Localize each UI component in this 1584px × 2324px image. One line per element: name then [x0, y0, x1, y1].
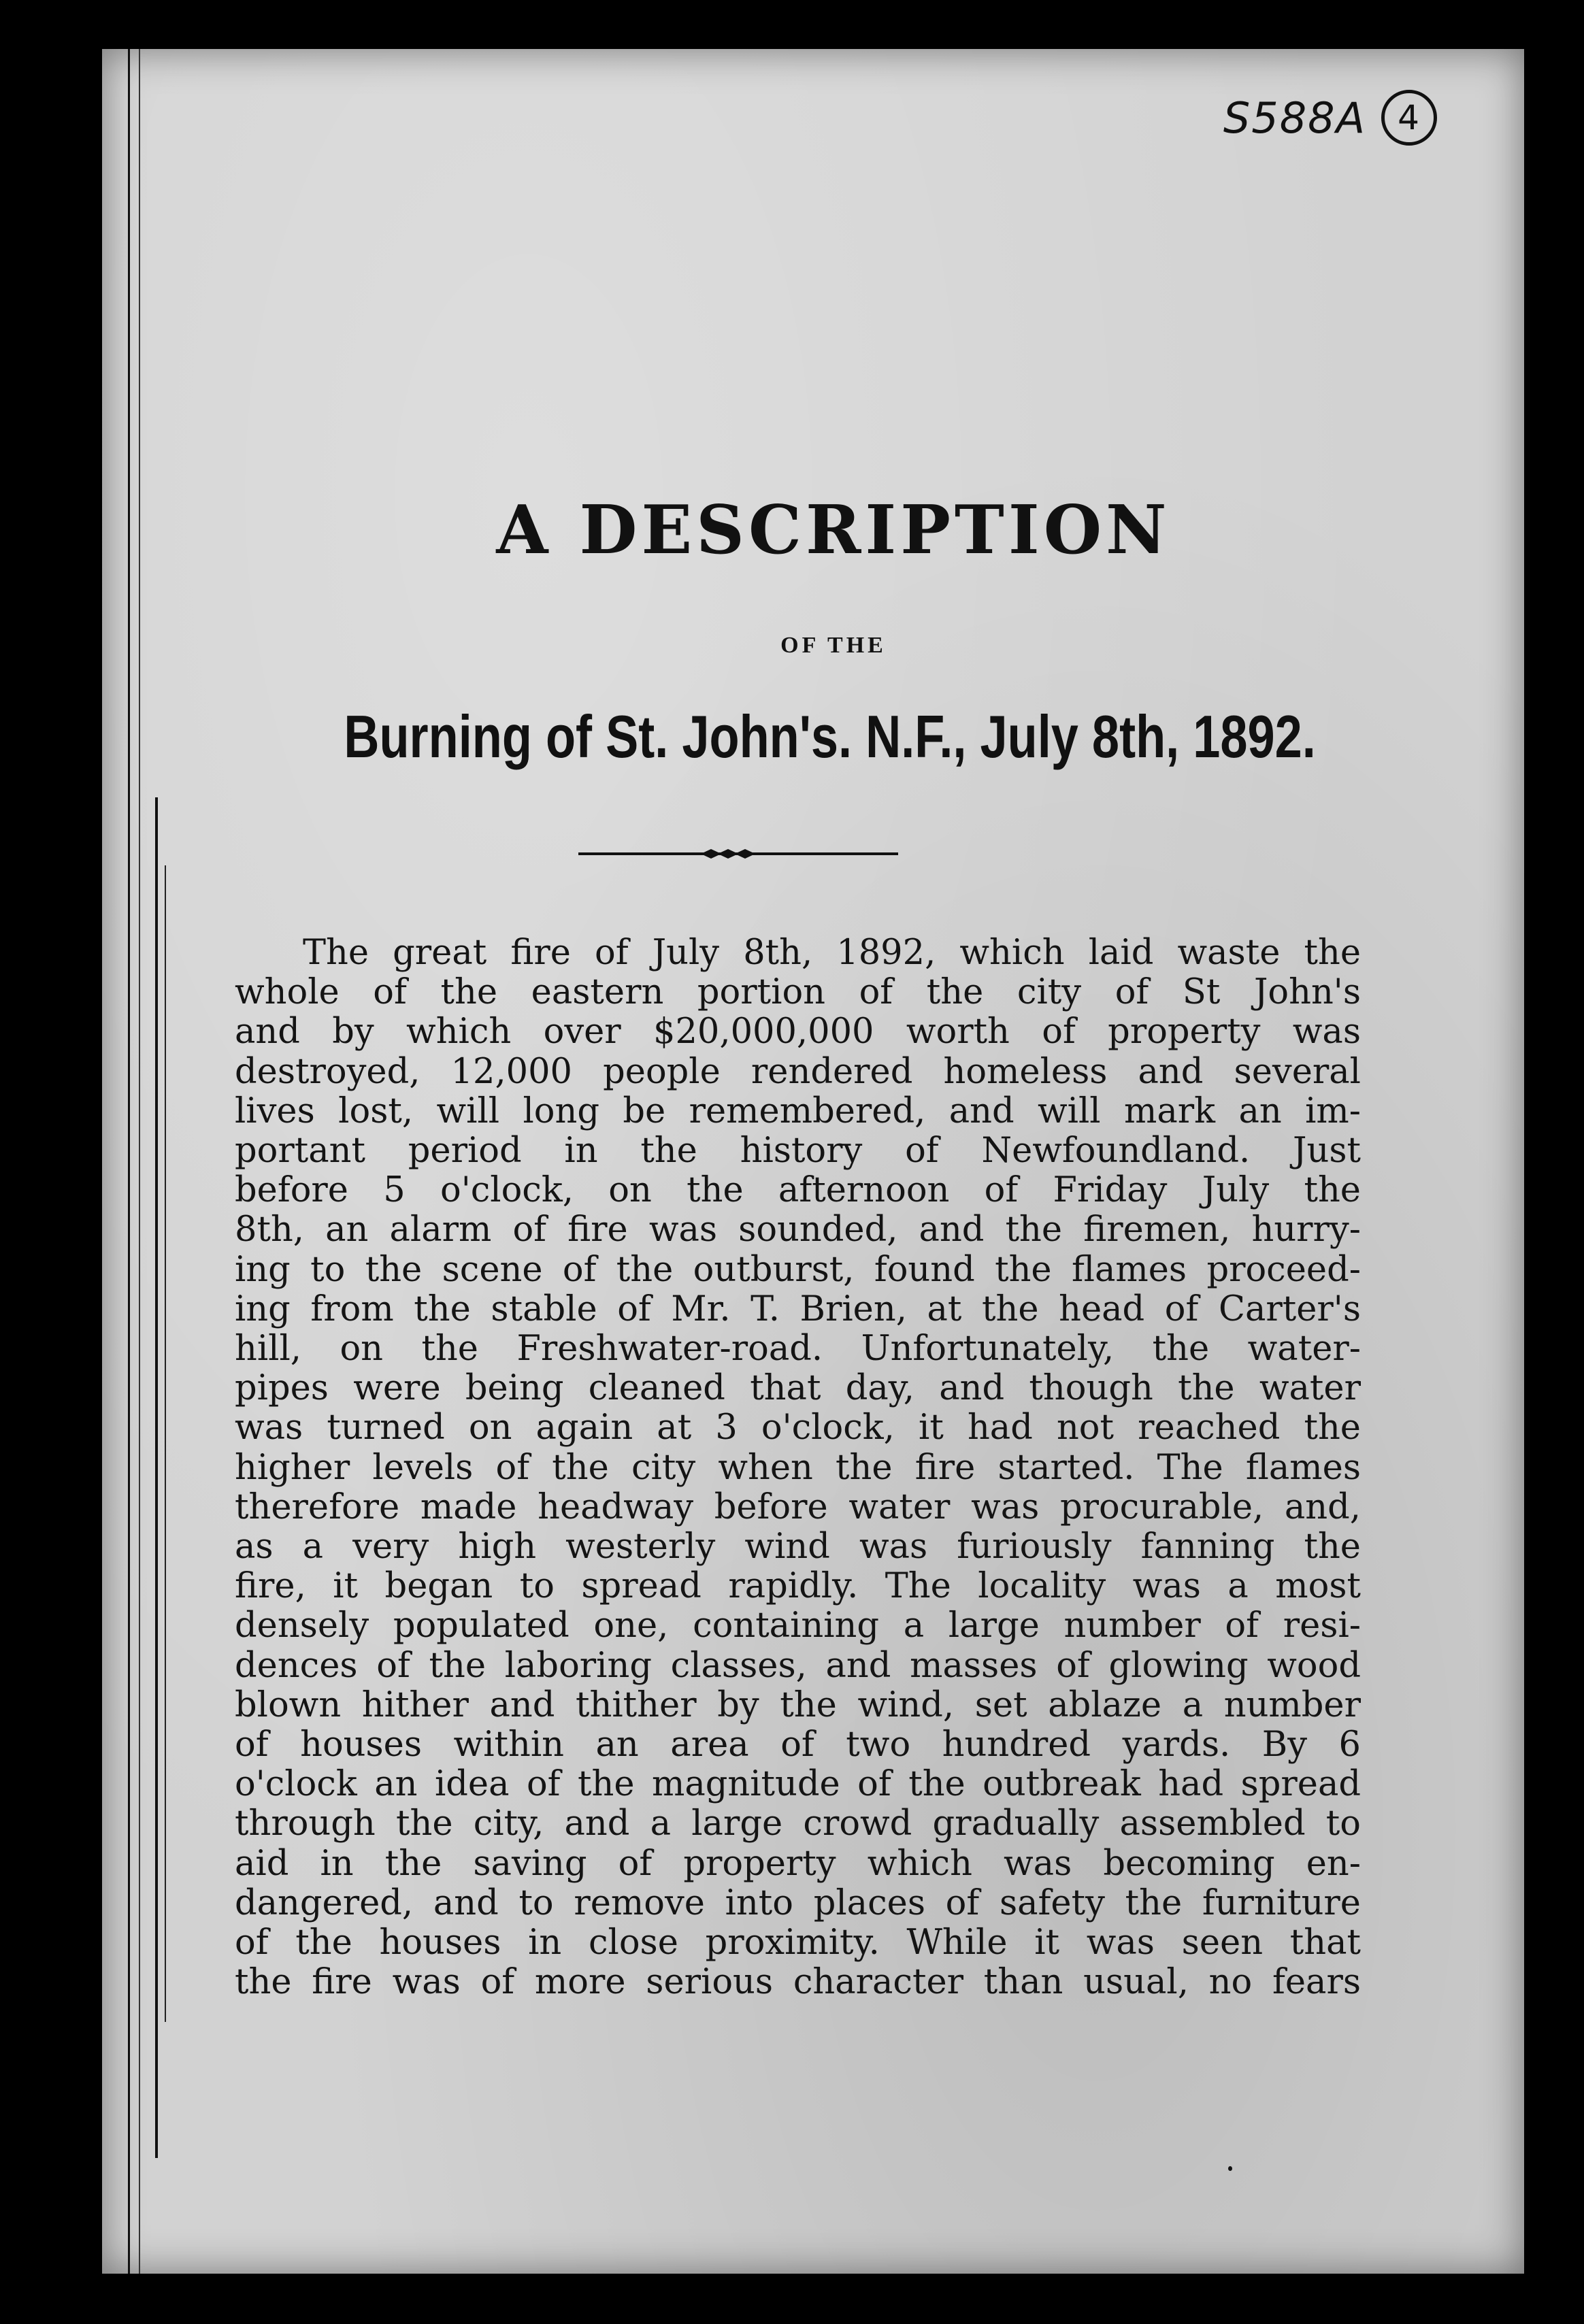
- document-page: [102, 49, 1524, 2274]
- document-title: A DESCRIPTION: [496, 491, 1171, 569]
- body-line: the fire was of more serious character than usual, no fears: [235, 1962, 1361, 2003]
- body-line: 8th, an alarm of fire was sounded, and the firemen, hurry-: [235, 1210, 1361, 1250]
- binding-edge-line: [165, 865, 166, 2022]
- catalog-number: S588A: [1223, 93, 1366, 143]
- body-line: as a very high westerly wind was furiously fanning the: [235, 1527, 1361, 1567]
- body-line: of houses within an area of two hundred yards. By 6: [235, 1725, 1361, 1765]
- body-line: hill, on the Freshwater-road. Unfortunately, the water-: [235, 1329, 1361, 1370]
- body-line: dangered, and to remove into places of safety the furniture: [235, 1882, 1361, 1923]
- body-line: The great fire of July 8th, 1892, which laid waste the: [303, 933, 1361, 973]
- body-line: before 5 o'clock, on the afternoon of Friday July the: [235, 1170, 1361, 1211]
- binding-edge-line: [139, 49, 140, 2274]
- body-line: was turned on again at 3 o'clock, it had not reached the: [235, 1408, 1361, 1448]
- ornament-divider-icon: [578, 844, 898, 864]
- body-line: and by which over $20,000,000 worth of property was: [235, 1012, 1361, 1052]
- ink-speck: [1228, 2166, 1232, 2171]
- body-paragraph: [235, 933, 1361, 2002]
- binding-edge-line: [128, 49, 130, 2274]
- body-line: portant period in the history of Newfoundland. Just: [235, 1131, 1361, 1172]
- body-line: therefore made headway before water was procurable, and,: [235, 1487, 1361, 1527]
- body-line: pipes were being cleaned that day, and though the water: [235, 1368, 1361, 1409]
- body-line: blown hither and thither by the wind, set ablaze a number: [235, 1684, 1361, 1725]
- body-line: of the houses in close proximity. While it was seen that: [235, 1923, 1361, 1963]
- body-line: o'clock an idea of the magnitude of the outbreak had spread: [235, 1764, 1361, 1805]
- handwritten-catalog-note: [1223, 90, 1437, 146]
- body-line: whole of the eastern portion of the city of St John's: [235, 972, 1361, 1013]
- body-line: higher levels of the city when the fire started. The flames: [235, 1447, 1361, 1488]
- document-subtitle: OF THE: [780, 633, 887, 658]
- body-line: destroyed, 12,000 people rendered homeless and several: [235, 1051, 1361, 1092]
- body-line: ing from the stable of Mr. T. Brien, at the head of Carter's: [235, 1289, 1361, 1329]
- body-line: dences of the laboring classes, and masses of glowing wood: [235, 1645, 1361, 1686]
- body-line: densely populated one, containing a large number of resi-: [235, 1606, 1361, 1646]
- body-line: ing to the scene of the outburst, found the flames proceed-: [235, 1249, 1361, 1290]
- body-line: through the city, and a large crowd gradually assembled to: [235, 1804, 1361, 1844]
- body-line: fire, it began to spread rapidly. The locality was a most: [235, 1566, 1361, 1607]
- binding-edge-line: [155, 797, 158, 2158]
- document-heading: Burning of St. John's. N.F., July 8th, 1892.: [344, 703, 1316, 770]
- body-line: lives lost, will long be remembered, and will mark an im-: [235, 1091, 1361, 1131]
- circled-page-number: 4: [1381, 90, 1437, 146]
- body-line: aid in the saving of property which was becoming en-: [235, 1843, 1361, 1884]
